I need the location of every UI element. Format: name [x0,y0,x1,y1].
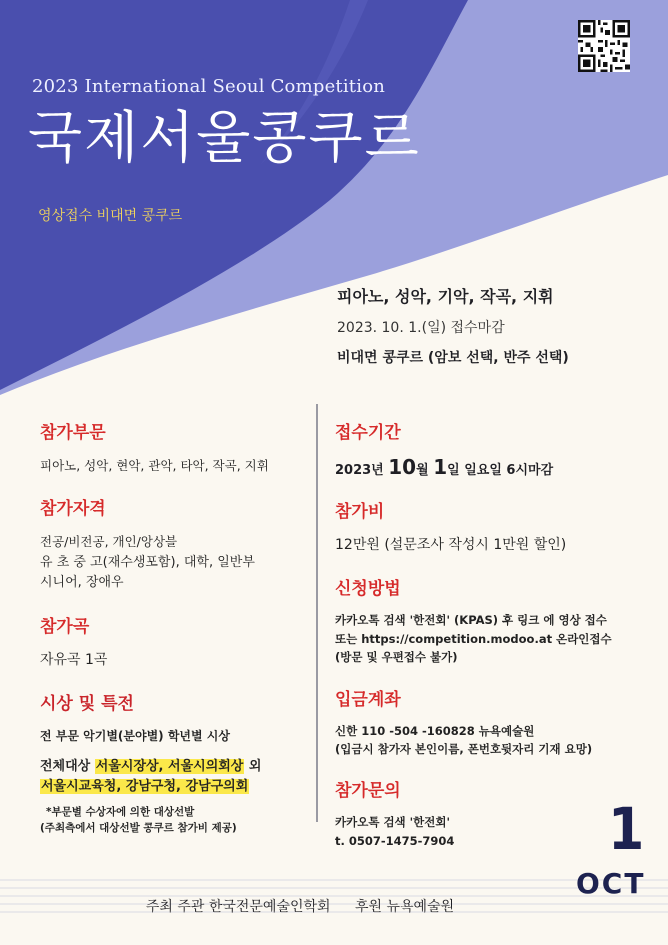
awards-note-2: (주최측에서 대상선발 콩쿠르 참가비 제공) [40,821,237,834]
apply-line: 카카오톡 검색 '한전회' (KPAS) 후 링크 에 영상 접수 [335,613,607,628]
apply-heading: 신청방법 [335,579,401,600]
footer-host: 주최 주관 한국전문예술인학회 [145,899,331,915]
awards-line-3 [40,777,310,797]
qr-code-icon[interactable] [578,20,630,72]
category-heading: 참가부문 [40,423,106,443]
account-line: 신한 110 -504 -160828 뉴욕예술원 [335,723,535,738]
eligibility-line: 유 초 중 고(재수생포함), 대학, 일반부 [40,554,255,570]
period-section [335,418,655,479]
period-month: 10 [388,455,417,479]
awards-line-1: 전 부문 악기별(분야별) 학년별 시상 [40,729,230,744]
awards-highlight-1: 서울시장상, 서울시의회상 [95,758,244,774]
subtitle-english: 2023 International Seoul Competition [32,76,386,97]
left-column [40,418,310,855]
awards-suffix: 외 [244,758,262,774]
awards-section [40,689,310,836]
eligibility-section [40,494,310,594]
eligibility-heading: 참가자격 [40,499,106,520]
awards-heading: 시상 및 특전 [40,694,134,715]
summary-line-3: 비대면 콩쿠르 (암보 선택, 반주 선택) [337,350,569,366]
awards-highlight-2: 서울시교육청, 강남구청, 강남구의회 [41,779,249,795]
summary-line-2: 2023. 10. 1.(일) 접수마감 [337,320,505,336]
summary-line-1: 피아노, 성악, 기악, 작곡, 지휘 [337,287,554,306]
apply-section [335,574,655,666]
column-divider [316,404,318,822]
apply-line[interactable]: 또는 https://competition.modoo.at 온라인접수 [335,631,612,646]
footer-sponsor: 후원 뉴욕예술원 [355,899,455,915]
period-heading: 접수기간 [335,423,401,443]
account-line: (입금시 참가자 본인이름, 폰번호뒷자리 기재 요망) [335,741,593,756]
summary-block [337,284,637,367]
category-body: 피아노, 성악, 현악, 관악, 타악, 작곡, 지휘 [40,458,269,473]
footer [0,896,600,916]
inquiry-line: 카카오톡 검색 '한전회' [335,815,451,830]
awards-note-1: *부문별 수상자에 의한 대상선발 [46,806,195,819]
account-section [335,685,655,759]
apply-line: (방문 및 우편접수 불가) [335,650,458,665]
tagline: 영상접수 비대면 콩쿠르 [38,208,183,224]
piece-heading: 참가곡 [40,617,90,638]
inquiry-phone[interactable]: t. 0507-1475-7904 [335,833,455,848]
eligibility-line: 전공/비전공, 개인/앙상블 [40,534,178,550]
period-month-unit: 월 [416,463,434,478]
fee-body: 12만원 (설문조사 작성시 1만원 할인) [335,537,567,553]
piece-body: 자유곡 1곡 [40,652,108,669]
piece-section [40,612,310,671]
fee-section [335,497,655,556]
category-section [40,418,310,476]
inquiry-section [335,776,655,850]
awards-prefix: 전체대상 [40,758,95,774]
eligibility-line: 시니어, 장애우 [40,575,124,591]
period-day: 1 [433,455,448,479]
awards-line-2 [40,757,310,777]
page-title: 국제서울콩쿠르 [28,106,421,171]
account-heading: 입금계좌 [335,689,401,710]
fee-heading: 참가비 [335,502,385,522]
inquiry-heading: 참가문의 [335,781,401,802]
period-date [335,455,655,479]
period-year: 2023년 [335,463,389,478]
right-column [335,418,655,868]
date-badge-month: OCT [576,867,646,900]
period-rest: 일 일요일 6시마감 [447,463,554,478]
date-badge-day: 1 [608,795,645,863]
